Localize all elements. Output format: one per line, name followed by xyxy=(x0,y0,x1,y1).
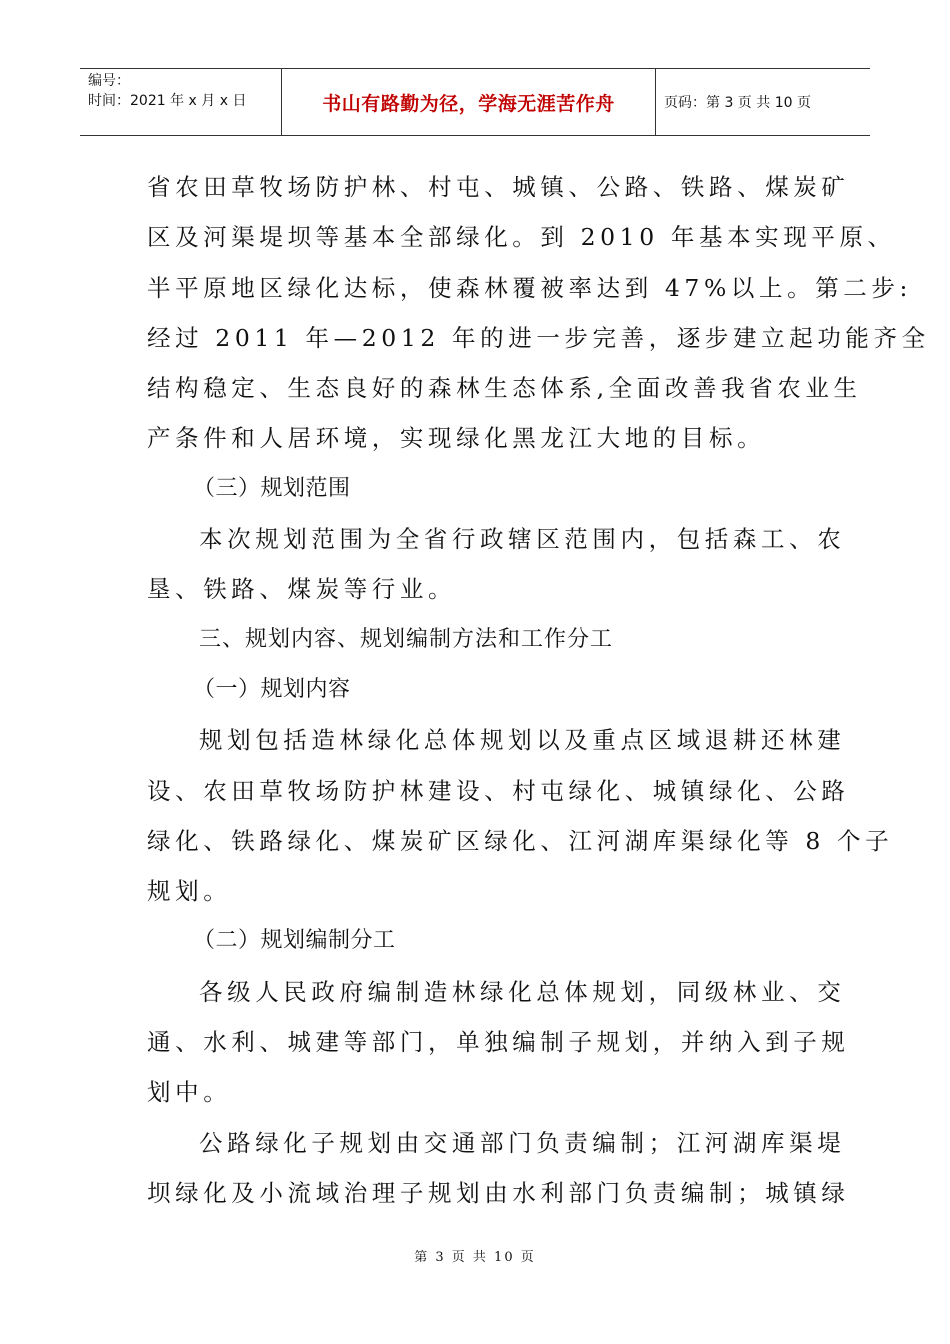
body-line: 划中。 xyxy=(147,1078,232,1107)
body-line: 规划。 xyxy=(147,877,232,906)
body-line: 经过 2011 年—2012 年的进一步完善，逐步建立起功能齐全 xyxy=(147,323,930,352)
body-line: 通、水利、城建等部门，单独编制子规划，并纳入到子规 xyxy=(147,1028,850,1057)
page-footer xyxy=(0,1246,950,1265)
body-line: 结构稳定、生态良好的森林生态体系,全面改善我省农业生 xyxy=(147,374,862,403)
document-body xyxy=(147,162,930,1218)
section-subheading: （三）规划范围 xyxy=(193,475,351,501)
section-subheading: （二）规划编制分工 xyxy=(193,928,396,954)
footer-page-number: 第 3 页 共 10 页 xyxy=(414,1250,536,1265)
header-meta xyxy=(80,69,282,135)
section-subheading: （一）规划内容 xyxy=(193,676,351,702)
body-line: 本次规划范围为全省行政辖区范围内，包括森工、农 xyxy=(199,525,846,554)
document-header xyxy=(80,68,870,136)
body-line: 设、农田草牧场防护林建设、村屯绿化、城镇绿化、公路 xyxy=(147,776,850,805)
body-line: 规划包括造林绿化总体规划以及重点区域退耕还林建 xyxy=(199,726,846,755)
body-line: 公路绿化子规划由交通部门负责编制；江河湖库渠堤 xyxy=(199,1128,846,1157)
page-info-text: 页码：第 3 页 共 10 页 xyxy=(664,95,811,111)
body-line: 省农田草牧场防护林、村屯、城镇、公路、铁路、煤炭矿 xyxy=(147,173,850,201)
body-line: 区及河渠堤坝等基本全部绿化。到 2010 年基本实现平原、 xyxy=(147,223,896,252)
motto-text: 书山有路勤为径，学海无涯苦作舟 xyxy=(322,92,615,115)
body-line: 半平原地区绿化达标，使森林覆被率达到 47%以上。第二步: xyxy=(147,273,913,302)
body-line: 各级人民政府编制造林绿化总体规划，同级林业、交 xyxy=(199,977,846,1006)
body-line: 产条件和人居环境，实现绿化黑龙江大地的目标。 xyxy=(147,424,766,453)
document-date: 时间：2021 年 x 月 x 日 xyxy=(88,93,247,109)
header-page-info xyxy=(656,69,870,135)
body-line: 垦、铁路、煤炭等行业。 xyxy=(147,575,457,604)
section-heading: 三、规划内容、规划编制方法和工作分工 xyxy=(199,626,614,652)
document-number-label: 编号： xyxy=(88,73,130,89)
body-line: 坝绿化及小流域治理子规划由水利部门负责编制；城镇绿 xyxy=(147,1178,850,1207)
header-motto xyxy=(282,69,656,135)
body-line: 绿化、铁路绿化、煤炭矿区绿化、江河湖库渠绿化等 8 个子 xyxy=(147,826,894,855)
